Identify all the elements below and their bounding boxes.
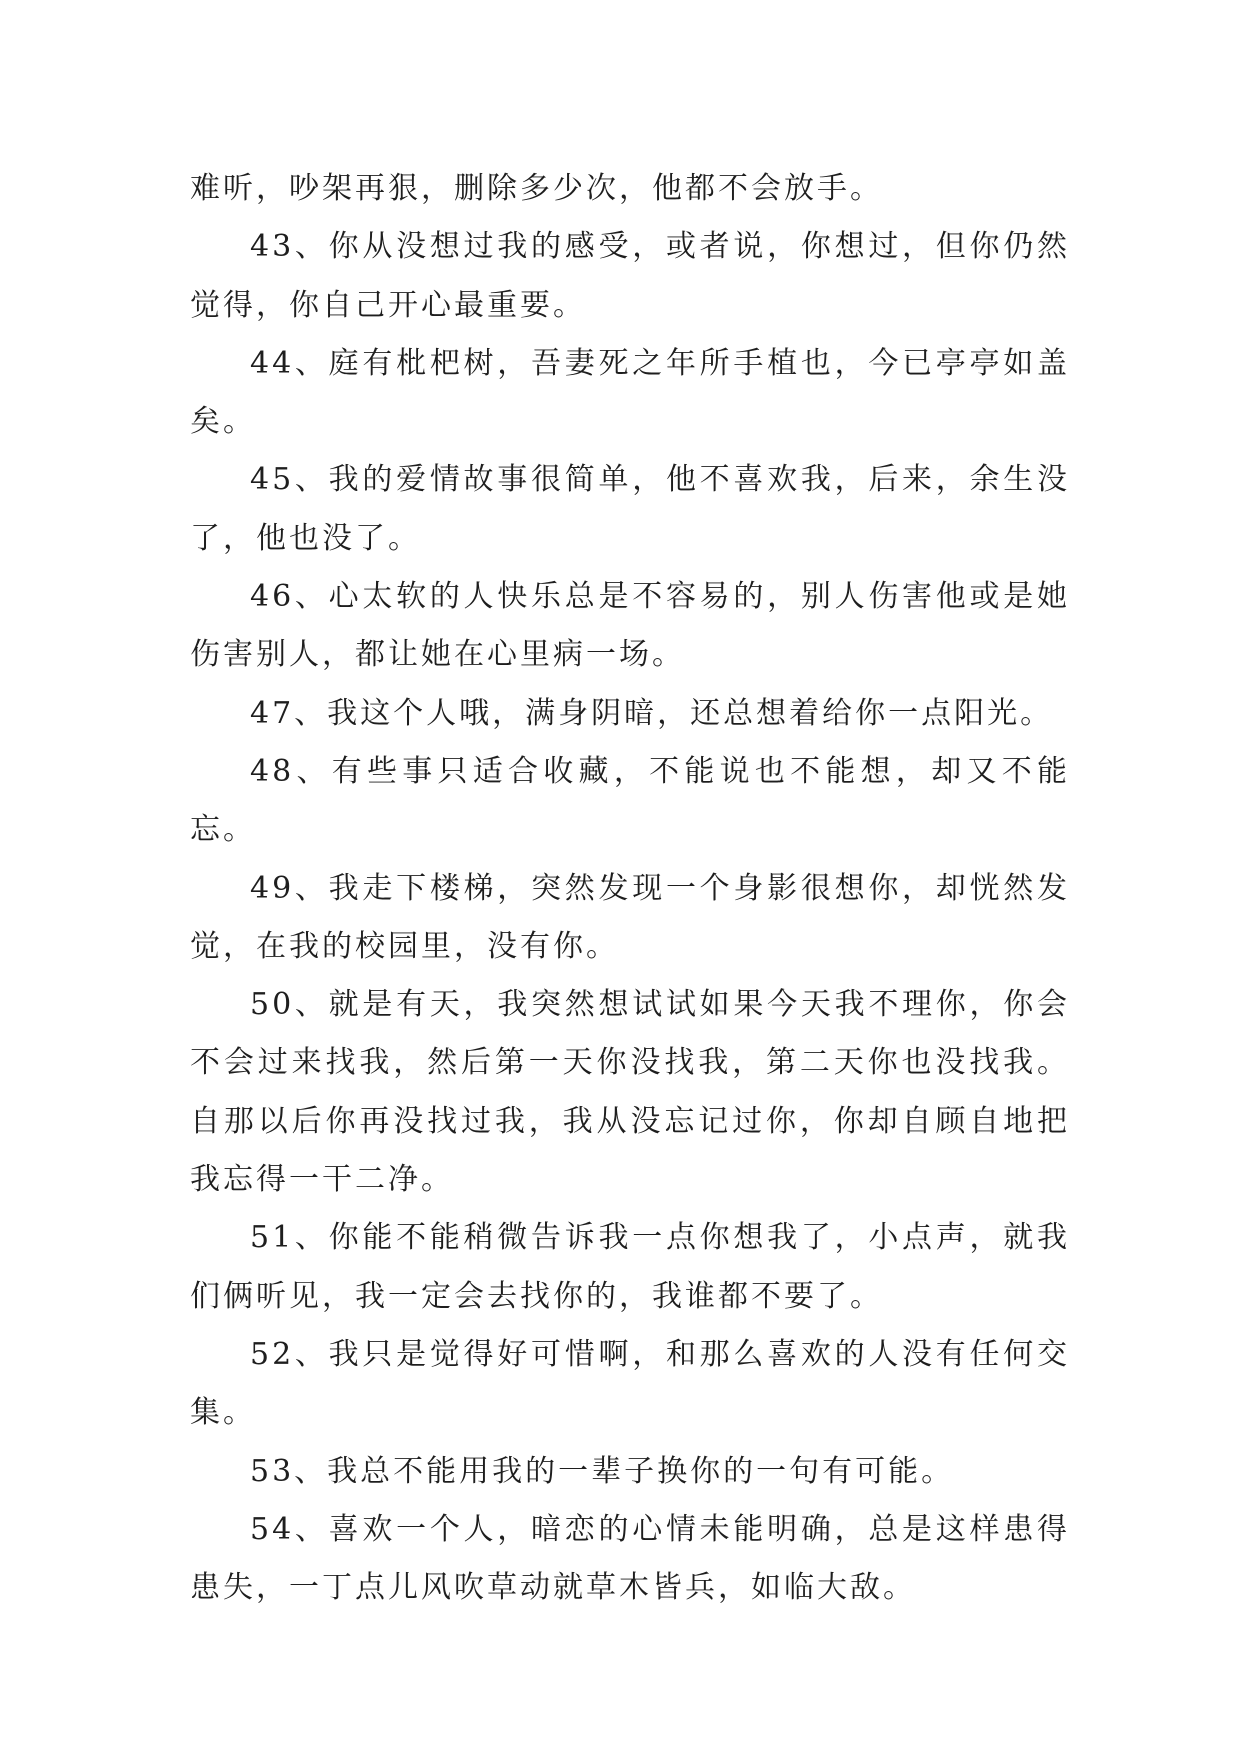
paragraph-53: 53、我总不能用我的一辈子换你的一句有可能。	[250, 1453, 955, 1489]
paragraph-49: 49、我走下楼梯，突然发现一个身影很想你，却恍然发觉，在我的校园里，没有你。	[190, 870, 1070, 964]
paragraph-43: 43、你从没想过我的感受，或者说，你想过，但你仍然觉得，你自己开心最重要。	[190, 229, 1070, 323]
paragraph-continued: 难听，吵架再狠，删除多少次，他都不会放手。	[190, 171, 883, 206]
paragraph-45: 45、我的爱情故事很简单，他不喜欢我，后来，余生没了，他也没了。	[190, 462, 1070, 556]
paragraph-44: 44、庭有枇杷树，吾妻死之年所手植也，今已亭亭如盖矣。	[190, 345, 1070, 440]
paragraph-54: 54、喜欢一个人，暗恋的心情未能明确，总是这样患得患失，一丁点儿风吹草动就草木皆兵，如临大敌。	[190, 1511, 1070, 1606]
paragraph-46: 46、心太软的人快乐总是不容易的，别人伤害他或是她伤害别人，都让她在心里病一场。	[190, 579, 1070, 673]
paragraph-51: 51、你能不能稍微告诉我一点你想我了，小点声，就我们俩听见，我一定会去找你的，我谁都不要了。	[190, 1220, 1070, 1314]
paragraph-48: 48、有些事只适合收藏，不能说也不能想，却又不能忘。	[190, 753, 1070, 848]
paragraph-52: 52、我只是觉得好可惜啊，和那么喜欢的人没有任何交集。	[190, 1336, 1070, 1431]
paragraph-50: 50、就是有天，我突然想试试如果今天我不理你，你会不会过来找我，然后第一天你没找我，第二天你也没找我。自那以后你再没找过我，我从没忘记过你，你却自顾自地把我忘得一干二净。	[190, 987, 1070, 1198]
paragraph-47: 47、我这个人哦，满身阴暗，还总想着给你一点阳光。	[250, 695, 1054, 731]
document-body	[190, 160, 1070, 1617]
